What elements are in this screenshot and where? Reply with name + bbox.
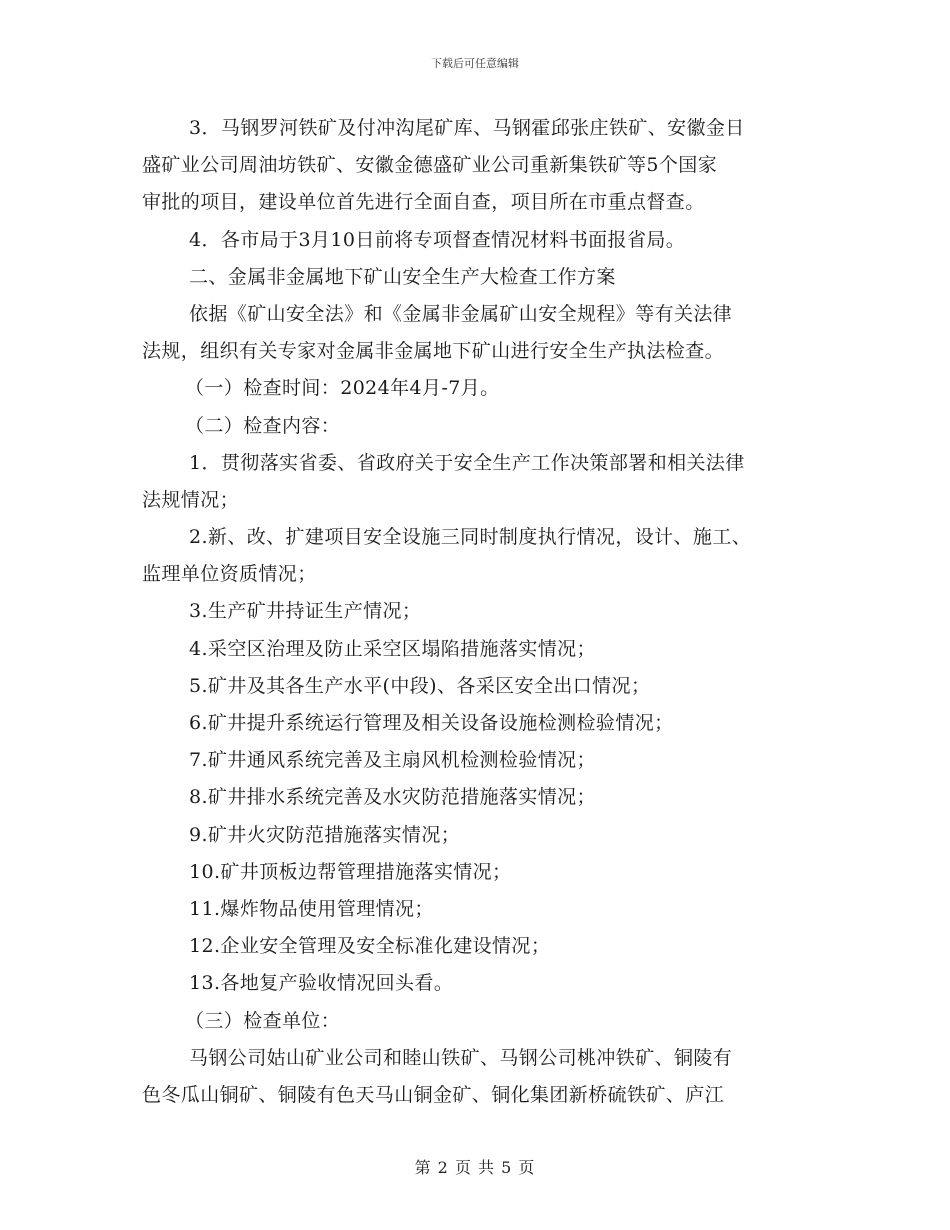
paragraph-line: 法规，组织有关专家对金属非金属地下矿山进行安全生产执法检查。 <box>142 340 725 363</box>
list-item: 7.矿井通风系统完善及主扇风机检测检验情况； <box>189 749 596 772</box>
list-item-continuation: 监理单位资质情况； <box>142 563 317 586</box>
section-heading: 二、金属非金属地下矿山安全生产大检查工作方案 <box>189 265 616 288</box>
list-item-continuation: 法规情况； <box>142 488 240 511</box>
list-item: 6.矿井提升系统运行管理及相关设备设施检测检验情况； <box>189 712 674 734</box>
paragraph-line: 审批的项目，建设单位首先进行全面自查，项目所在市重点督查。 <box>142 191 705 214</box>
page-number-footer: 第 2 页 共 5 页 <box>414 1158 536 1177</box>
list-item: 10.矿井顶板边帮管理措施落实情况； <box>189 860 512 883</box>
list-item: 5.矿井及其各生产水平(中段)、各采区安全出口情况； <box>189 674 651 697</box>
list-item: 9.矿井火灾防范措施落实情况； <box>189 823 461 846</box>
paragraph-line: 4．各市局于3月10日前将专项督查情况材料书面报省局。 <box>189 228 686 251</box>
list-item: 13.各地复产验收情况回头看。 <box>189 972 454 995</box>
paragraph-line: 盛矿业公司周油坊铁矿、安徽金德盛矿业公司重新集铁矿等5个国家 <box>142 154 718 177</box>
list-item: 4.采空区治理及防止采空区塌陷措施落实情况； <box>189 637 596 660</box>
list-item: 12.企业安全管理及安全标准化建设情况； <box>189 935 551 958</box>
list-item: 8.矿井排水系统完善及水灾防范措施落实情况； <box>189 786 596 809</box>
page-header: 下载后可任意编辑 <box>431 57 519 70</box>
subsection-heading: （一）检查时间：2024年4月-7月。 <box>185 377 500 400</box>
list-item: 1．贯彻落实省委、省政府关于安全生产工作决策部署和相关法律 <box>189 451 745 474</box>
subsection-heading: （二）检查内容： <box>185 414 341 437</box>
list-item: 3.生产矿井持证生产情况； <box>189 600 422 623</box>
paragraph-line: 马钢公司姑山矿业公司和睦山铁矿、马钢公司桃冲铁矿、铜陵有 <box>189 1046 733 1069</box>
list-item: 11.爆炸物品使用管理情况； <box>189 897 434 920</box>
paragraph-line: 3．马钢罗河铁矿及付冲沟尾矿库、马钢霍邱张庄铁矿、安徽金日 <box>189 117 745 139</box>
paragraph-line: 依据《矿山安全法》和《金属非金属矿山安全规程》等有关法律 <box>189 302 733 325</box>
paragraph-line: 色冬瓜山铜矿、铜陵有色天马山铜金矿、铜化集团新桥硫铁矿、庐江 <box>142 1083 725 1106</box>
document-body <box>142 110 808 1114</box>
list-item: 2.新、改、扩建项目安全设施三同时制度执行情况，设计、施工、 <box>189 526 752 549</box>
subsection-heading: （三）检查单位： <box>185 1009 341 1032</box>
